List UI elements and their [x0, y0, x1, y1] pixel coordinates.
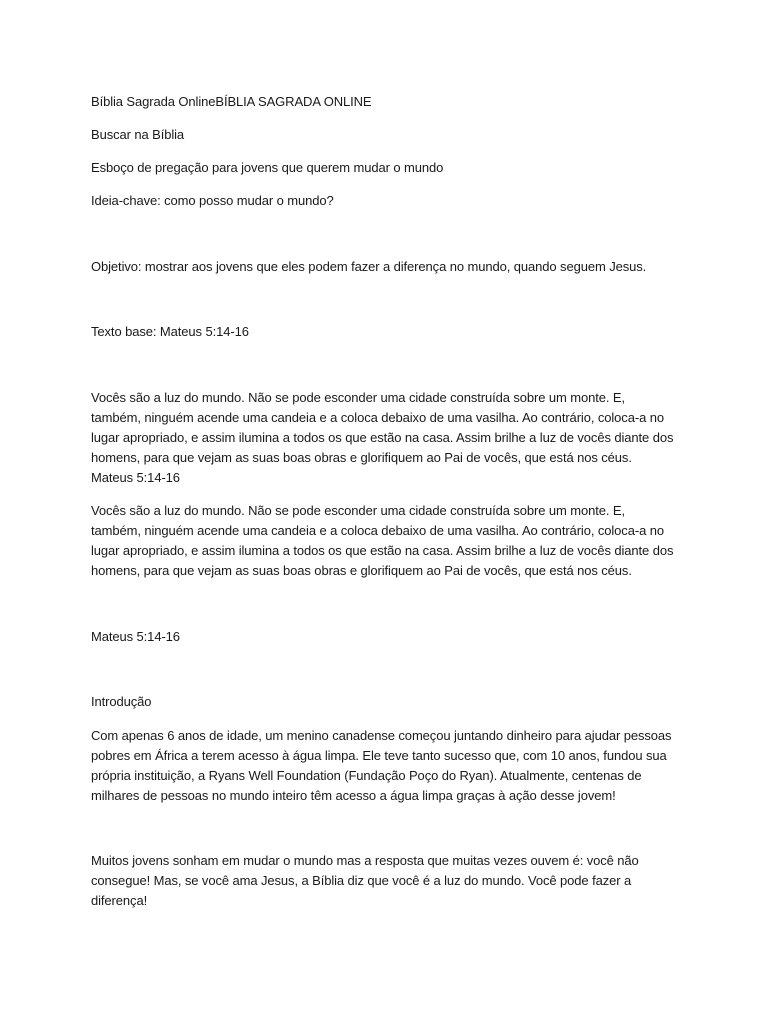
verse-reference: Mateus 5:14-16 [91, 629, 180, 644]
base-text-line: Texto base: Mateus 5:14-16 [91, 324, 249, 339]
sermon-title: Esboço de pregação para jovens que querem mudar o mundo [91, 160, 444, 175]
search-bible-line: Buscar na Bíblia [91, 127, 185, 142]
verse-paragraph-with-reference: Vocês são a luz do mundo. Não se pode esconder uma cidade construída sobre um monte. E, também, ninguém acende uma candeia e a coloca debaixo de uma vasilha. Ao contrário, coloca-a no lugar apropriado, e assim ilumina a todos os que estão na casa. Assim brilhe a luz de vocês diante dos homens, para que vejam as suas boas obras e glorifiquem ao Pai de vocês, que está nos céus. Mateus 5:14-16 [91, 390, 674, 485]
verse-paragraph: Vocês são a luz do mundo. Não se pode esconder uma cidade construída sobre um monte. E, também, ninguém acende uma candeia e a coloca debaixo de uma vasilha. Ao contrário, coloca-a no lugar apropriado, e assim ilumina a todos os que estão na casa. Assim brilhe a luz de vocês diante dos homens, para que vejam as suas boas obras e glorifiquem ao Pai de vocês, que está nos céus. [91, 503, 674, 578]
introduction-heading: Introdução [91, 694, 152, 709]
closing-paragraph: Muitos jovens sonham em mudar o mundo mas a resposta que muitas vezes ouvem é: você não consegue! Mas, se você ama Jesus, a Bíblia diz que você é a luz do mundo. Você pode fazer a diferença! [91, 853, 639, 908]
introduction-paragraph: Com apenas 6 anos de idade, um menino canadense começou juntando dinheiro para ajudar pessoas pobres em África a terem acesso à água limpa. Ele teve tanto sucesso que, com 10 anos, fundou sua própria instituição, a Ryans Well Foundation (Fundação Poço do Ryan). Atualmente, centenas de milhares de pessoas no mundo inteiro têm acesso a água limpa graças à ação desse jovem! [91, 728, 672, 803]
objective-line: Objetivo: mostrar aos jovens que eles podem fazer a diferença no mundo, quando seguem Jesus. [91, 259, 647, 274]
key-idea: Ideia-chave: como posso mudar o mundo? [91, 193, 334, 208]
site-title-line: Bíblia Sagrada OnlineBÍBLIA SAGRADA ONLINE [91, 94, 372, 109]
